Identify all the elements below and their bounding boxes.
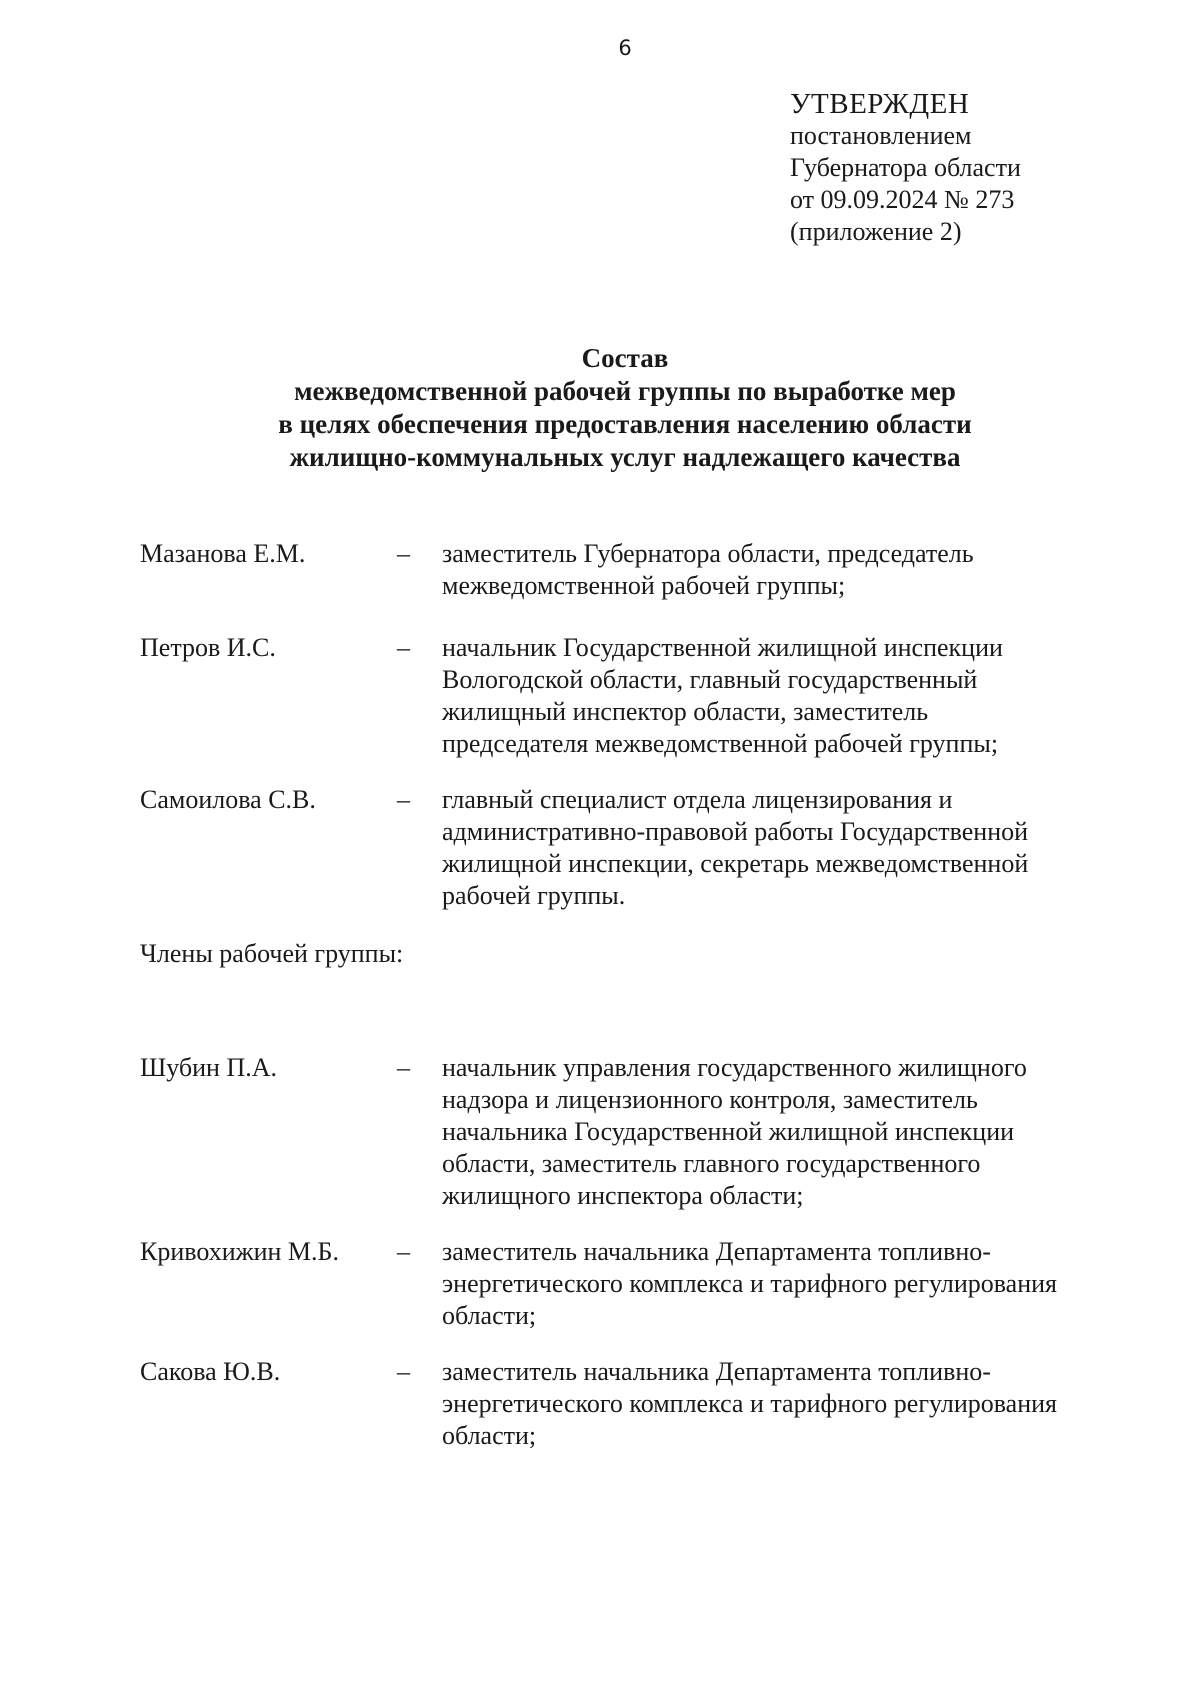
role-line: жилищного инспектора области; bbox=[442, 1181, 804, 1210]
title-line: жилищно-коммунальных услуг надлежащего качества bbox=[289, 442, 961, 472]
dash-separator: – bbox=[397, 1053, 410, 1082]
role-line: начальник управления государственного жилищного bbox=[442, 1053, 1027, 1082]
dash-separator: – bbox=[397, 539, 410, 568]
role-line: главный специалист отдела лицензирования и bbox=[442, 785, 953, 814]
role-line: области; bbox=[442, 1301, 537, 1330]
member-name: Мазанова Е.М. bbox=[140, 539, 306, 568]
role-line: области, заместитель главного государственного bbox=[442, 1149, 981, 1178]
title-line: Состав bbox=[581, 343, 669, 373]
role-line: заместитель начальника Департамента топливно- bbox=[442, 1357, 991, 1386]
role-line: рабочей группы. bbox=[442, 881, 626, 910]
role-line: административно-правовой работы Государственной bbox=[442, 817, 1029, 846]
member-name: Шубин П.А. bbox=[140, 1053, 277, 1082]
role-line: энергетического комплекса и тарифного регулирования bbox=[442, 1389, 1057, 1418]
member-role bbox=[442, 1236, 1122, 1332]
approval-line: постановлением bbox=[790, 121, 972, 150]
role-line: межведомственной рабочей группы; bbox=[442, 571, 846, 600]
title-line: межведомственной рабочей группы по выработке мер bbox=[294, 376, 956, 406]
role-line: жилищный инспектор области, заместитель bbox=[442, 697, 929, 726]
approval-line: от 09.09.2024 № 273 bbox=[790, 185, 1015, 214]
approval-stamp-block bbox=[790, 88, 1021, 248]
dash-separator: – bbox=[397, 1357, 410, 1386]
role-line: заместитель Губернатора области, председатель bbox=[442, 539, 974, 568]
document-title bbox=[0, 342, 1200, 474]
member-name: Самоилова С.В. bbox=[140, 785, 316, 814]
member-role bbox=[442, 538, 1122, 602]
member-role bbox=[442, 784, 1122, 912]
page-number: 6 bbox=[618, 36, 632, 60]
role-line: председателя межведомственной рабочей группы; bbox=[442, 729, 999, 758]
role-line: начальник Государственной жилищной инспекции bbox=[442, 633, 1003, 662]
member-role bbox=[442, 1052, 1122, 1212]
roster-entry bbox=[140, 538, 1140, 602]
dash-separator: – bbox=[397, 785, 410, 814]
members-heading: Члены рабочей группы: bbox=[140, 939, 404, 968]
roster-entry bbox=[140, 784, 1140, 912]
approval-line: (приложение 2) bbox=[790, 217, 962, 246]
role-line: надзора и лицензионного контроля, заместитель bbox=[442, 1085, 978, 1114]
member-name: Петров И.С. bbox=[140, 633, 276, 662]
member-role bbox=[442, 632, 1122, 760]
member-role bbox=[442, 1356, 1122, 1452]
member-name: Кривохижин М.Б. bbox=[140, 1237, 339, 1266]
roster-entry bbox=[140, 1356, 1140, 1452]
role-line: области; bbox=[442, 1421, 537, 1450]
dash-separator: – bbox=[397, 1237, 410, 1266]
role-line: жилищной инспекции, секретарь межведомственной bbox=[442, 849, 1029, 878]
approval-line: Губернатора области bbox=[790, 153, 1021, 182]
title-line: в целях обеспечения предоставления населению области bbox=[278, 409, 972, 439]
roster bbox=[140, 538, 1140, 1452]
role-line: энергетического комплекса и тарифного регулирования bbox=[442, 1269, 1057, 1298]
roster-entry bbox=[140, 1052, 1140, 1212]
role-line: заместитель начальника Департамента топливно- bbox=[442, 1237, 991, 1266]
roster-entry bbox=[140, 632, 1140, 760]
dash-separator: – bbox=[397, 633, 410, 662]
roster-entry bbox=[140, 1236, 1140, 1332]
role-line: Вологодской области, главный государственный bbox=[442, 665, 978, 694]
approval-heading: УТВЕРЖДЕН bbox=[790, 88, 970, 120]
role-line: начальника Государственной жилищной инспекции bbox=[442, 1117, 1015, 1146]
member-name: Сакова Ю.В. bbox=[140, 1357, 281, 1386]
